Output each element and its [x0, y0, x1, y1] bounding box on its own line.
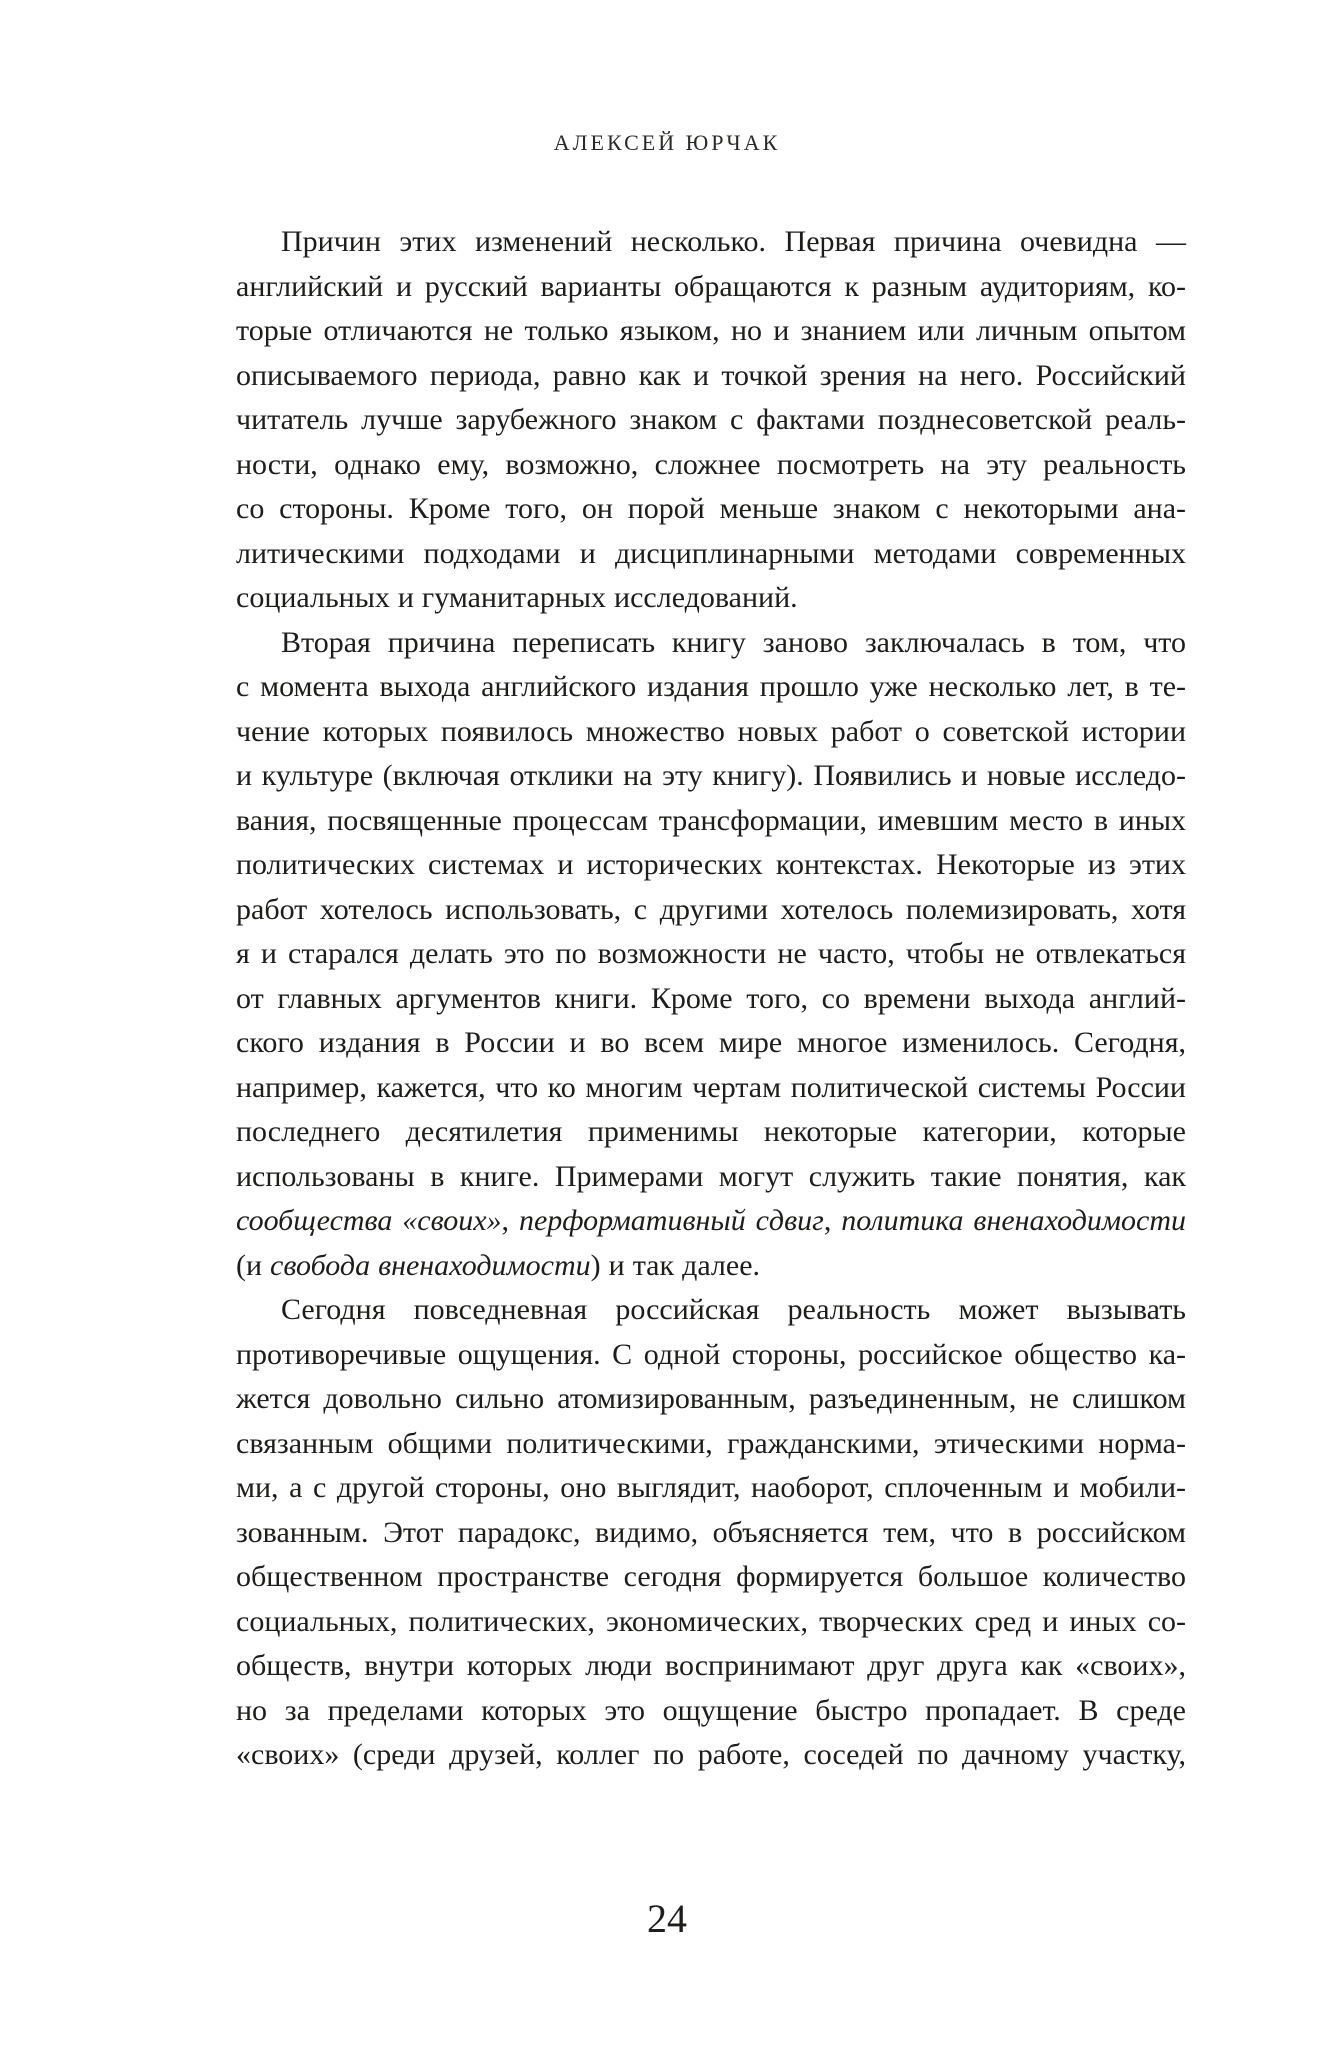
italic-terms-line [236, 1199, 1186, 1244]
running-head: АЛЕКСЕЙ ЮРЧАК [553, 130, 781, 155]
paragraph-1 [236, 220, 1186, 621]
text-line: например, кажется, что ко многим чертам политической системы России [236, 1070, 1186, 1104]
text-fragment: (и [236, 1248, 271, 1282]
text-fragment: ) и так далее. [590, 1248, 761, 1282]
text-line: работ хотелось использовать, с другими хотелось полемизировать, хотя [236, 892, 1186, 926]
text-line: ности, однако ему, возможно, сложнее посмотреть на эту реальность [236, 447, 1186, 481]
text-line: ми, а с другой стороны, оно выглядит, наоборот, сплоченным и мобили- [236, 1471, 1186, 1504]
paragraph-3 [236, 1288, 1186, 1778]
text-line: со стороны. Кроме того, он порой меньше знаком с некоторыми ана- [236, 492, 1186, 525]
term-communities-of-svoi: сообщества «своих» [236, 1204, 502, 1237]
text-line: Вторая причина переписать книгу заново заключалась в том, что [281, 625, 1186, 659]
text-line: описываемого периода, равно как и точкой зрения на него. Российский [236, 358, 1186, 392]
text-line: противоречивые ощущения. С одной стороны, российское общество ка- [236, 1337, 1186, 1371]
text-line: зованным. Этот парадокс, видимо, объясняется тем, что в российском [236, 1515, 1186, 1549]
closing-line [236, 1244, 1186, 1289]
text-line: последнего десятилетия применимы некоторые категории, которые [236, 1115, 1186, 1148]
text-line: социальных, политических, экономических, творческих сред и иных со- [236, 1604, 1186, 1638]
text-line: но за пределами которых это ощущение быстро пропадает. В среде [236, 1693, 1186, 1727]
term-performative-shift: перформативный сдвиг [518, 1204, 824, 1237]
term-politics-of-outsideness: политика вненаходимости [841, 1204, 1186, 1237]
separator: , [823, 1204, 842, 1237]
text-line: общественном пространстве сегодня формируется большое количество [236, 1560, 1186, 1593]
text-line: обществ, внутри которых люди воспринимают друг друга как «своих», [236, 1649, 1186, 1682]
text-line: с момента выхода английского издания прошло уже несколько лет, в те- [236, 670, 1186, 703]
text-line: жется довольно сильно атомизированным, разъединенным, не слишком [236, 1382, 1186, 1415]
text-line: вания, посвященные процессам трансформации, имевшим место в иных [236, 803, 1186, 837]
text-line: читатель лучше зарубежного знаком с фактами позднесоветской реаль- [236, 403, 1186, 436]
text-line: от главных аргументов книги. Кроме того, со времени выхода англий- [236, 981, 1186, 1015]
text-line: Причин этих изменений несколько. Первая причина очевидна — [281, 225, 1186, 258]
text-line: и культуре (включая отклики на эту книгу). Появились и новые исследо- [236, 759, 1186, 792]
body-text [236, 220, 1186, 1778]
text-line: использованы в книге. Примерами могут служить такие понятия, как [236, 1159, 1186, 1193]
paragraph-2 [236, 621, 1186, 1289]
page-number: 24 [647, 1896, 687, 1941]
term-freedom-of-outsideness: свобода вненаходимости [270, 1248, 591, 1282]
text-line: ского издания в России и во всем мире многое изменилось. Сегодня, [236, 1026, 1186, 1059]
text-line: литическими подходами и дисциплинарными методами современных [236, 536, 1186, 570]
text-line: торые отличаются не только языком, но и знанием или личным опытом [236, 314, 1186, 347]
text-line: связанным общими политическими, гражданскими, этическими норма- [236, 1426, 1186, 1460]
text-line: я и старался делать это по возможности не часто, чтобы не отвлекаться [236, 937, 1186, 970]
text-line: английский и русский варианты обращаются к разным аудиториям, ко- [236, 269, 1186, 303]
text-line: политических системах и исторических контекстах. Некоторые из этих [236, 848, 1186, 881]
text-line: социальных и гуманитарных исследований. [236, 581, 798, 614]
text-line: чение которых появилось множество новых работ о советской истории [236, 714, 1186, 748]
text-line: Сегодня повседневная российская реальность может вызывать [281, 1293, 1186, 1326]
separator: , [501, 1204, 519, 1237]
text-line: «своих» (среди друзей, коллег по работе, соседей по дачному участку, [236, 1738, 1186, 1771]
